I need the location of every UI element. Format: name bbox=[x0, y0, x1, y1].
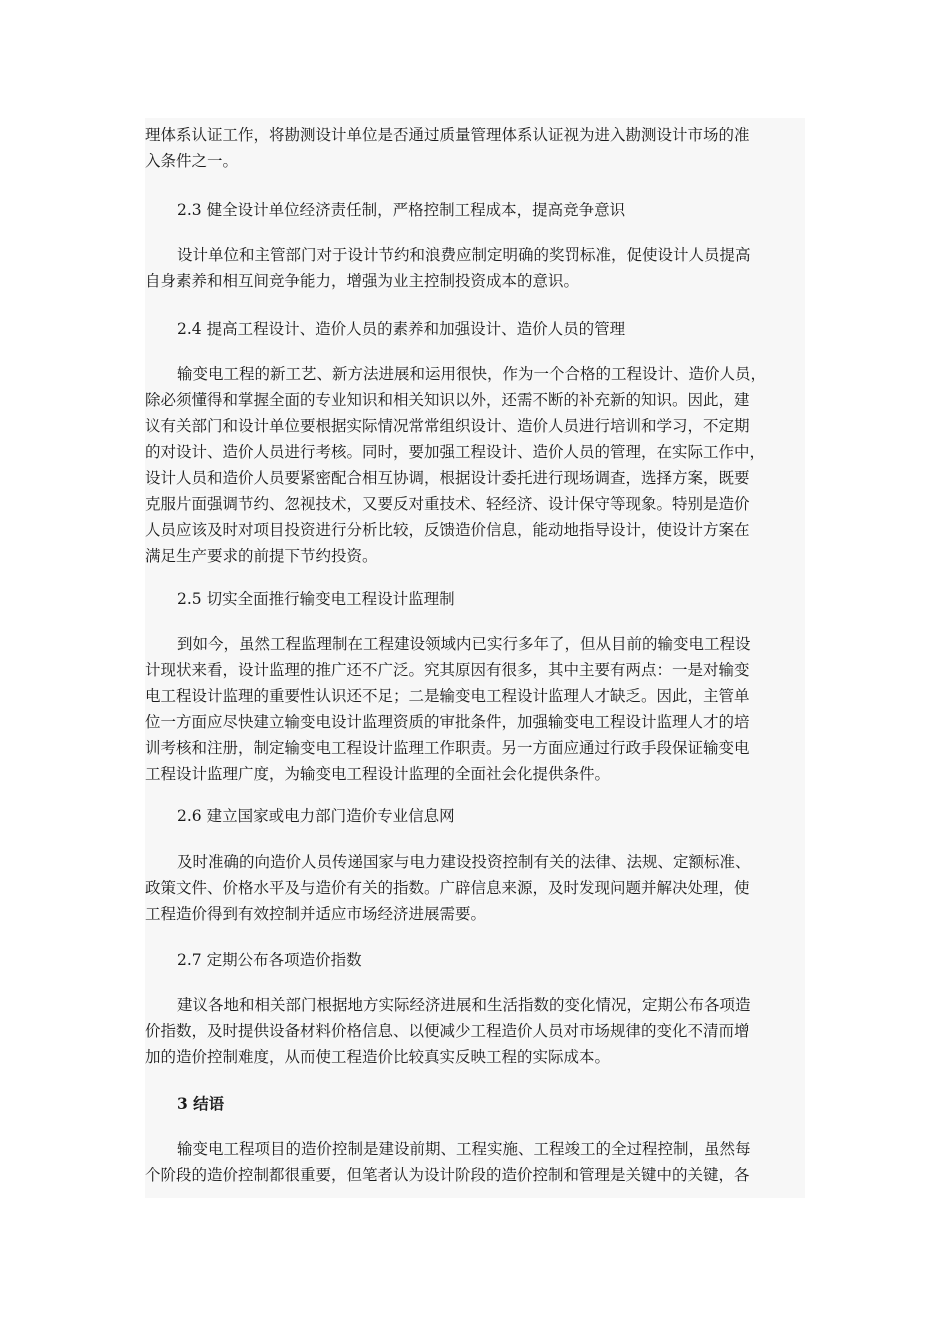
text-line: 工程造价得到有效控制并适应市场经济进展需要。 bbox=[145, 905, 487, 923]
section-heading-2-5 bbox=[145, 586, 837, 612]
section-heading-3 bbox=[145, 1091, 837, 1117]
paragraph-2-5 bbox=[145, 631, 805, 787]
paragraph-conclusion bbox=[145, 1136, 805, 1188]
heading-text: 2.5 切实全面推行输变电工程设计监理制 bbox=[177, 590, 455, 608]
text-line: 的对设计、造价人员进行考核。同时，要加强工程设计、造价人员的管理，在实际工作中， bbox=[145, 443, 766, 461]
text-line: 到如今，虽然工程监理制在工程建设领域内已实行多年了，但从目前的输变电工程设 bbox=[177, 635, 751, 653]
text-line: 满足生产要求的前提下节约投资。 bbox=[145, 547, 378, 565]
section-heading-2-7 bbox=[145, 947, 837, 973]
paragraph-2-4 bbox=[145, 361, 805, 569]
text-line: 建议各地和相关部门根据地方实际经济进展和生活指数的变化情况，定期公布各项造 bbox=[177, 996, 751, 1014]
text-line: 理体系认证工作，将勘测设计单位是否通过质量管理体系认证视为进入勘测设计市场的准 bbox=[145, 126, 750, 144]
text-line: 位一方面应尽快建立输变电设计监理资质的审批条件，加强输变电工程设计监理人才的培 bbox=[145, 713, 750, 731]
text-line: 输变电工程项目的造价控制是建设前期、工程实施、工程竣工的全过程控制，虽然每 bbox=[177, 1140, 751, 1158]
paragraph-continuation bbox=[145, 122, 805, 174]
paragraph-2-7 bbox=[145, 992, 805, 1070]
heading-text: 3 结语 bbox=[177, 1094, 225, 1113]
text-line: 加的造价控制难度，从而使工程造价比较真实反映工程的实际成本。 bbox=[145, 1048, 611, 1066]
text-line: 设计人员和造价人员要紧密配合相互协调，根据设计委托进行现场调查，选择方案，既要 bbox=[145, 469, 750, 487]
text-line: 政策文件、价格水平及与造价有关的指数。广辟信息来源，及时发现问题并解决处理，使 bbox=[145, 879, 750, 897]
text-line: 电工程设计监理的重要性认识还不足；二是输变电工程设计监理人才缺乏。因此，主管单 bbox=[145, 687, 750, 705]
text-line: 输变电工程的新工艺、新方法进展和运用很快，作为一个合格的工程设计、造价人员， bbox=[177, 365, 767, 383]
text-line: 个阶段的造价控制都很重要，但笔者认为设计阶段的造价控制和管理是关键中的关键，各 bbox=[145, 1166, 750, 1184]
heading-text: 2.7 定期公布各项造价指数 bbox=[177, 951, 362, 969]
section-heading-2-3 bbox=[145, 197, 837, 223]
text-line: 计现状来看，设计监理的推广还不广泛。究其原因有很多，其中主要有两点：一是对输变 bbox=[145, 661, 750, 679]
text-line: 议有关部门和设计单位要根据实际情况常常组织设计、造价人员进行培训和学习，不定期 bbox=[145, 417, 750, 435]
heading-text: 2.3 健全设计单位经济责任制，严格控制工程成本，提高竞争意识 bbox=[177, 201, 626, 219]
document-body bbox=[145, 118, 805, 1198]
text-line: 及时准确的向造价人员传递国家与电力建设投资控制有关的法律、法规、定额标准、 bbox=[177, 853, 751, 871]
heading-text: 2.4 提高工程设计、造价人员的素养和加强设计、造价人员的管理 bbox=[177, 320, 626, 338]
paragraph-2-6 bbox=[145, 849, 805, 927]
text-line: 训考核和注册，制定输变电工程设计监理工作职责。另一方面应通过行政手段保证输变电 bbox=[145, 739, 750, 757]
heading-text: 2.6 建立国家或电力部门造价专业信息网 bbox=[177, 807, 455, 825]
text-line: 自身素养和相互间竞争能力，增强为业主控制投资成本的意识。 bbox=[145, 272, 580, 290]
text-line: 工程设计监理广度，为输变电工程设计监理的全面社会化提供条件。 bbox=[145, 765, 611, 783]
paragraph-2-3 bbox=[145, 242, 805, 294]
text-line: 人员应该及时对项目投资进行分析比较，反馈造价信息，能动地指导设计，使设计方案在 bbox=[145, 521, 750, 539]
text-line: 价指数，及时提供设备材料价格信息、以便减少工程造价人员对市场规律的变化不清而增 bbox=[145, 1022, 750, 1040]
section-heading-2-6 bbox=[145, 803, 837, 829]
text-line: 设计单位和主管部门对于设计节约和浪费应制定明确的奖罚标准，促使设计人员提高 bbox=[177, 246, 751, 264]
text-line: 入条件之一。 bbox=[145, 152, 239, 170]
text-line: 除必须懂得和掌握全面的专业知识和相关知识以外，还需不断的补充新的知识。因此，建 bbox=[145, 391, 750, 409]
section-heading-2-4 bbox=[145, 316, 837, 342]
text-line: 克服片面强调节约、忽视技术，又要反对重技术、轻经济、设计保守等现象。特别是造价 bbox=[145, 495, 750, 513]
